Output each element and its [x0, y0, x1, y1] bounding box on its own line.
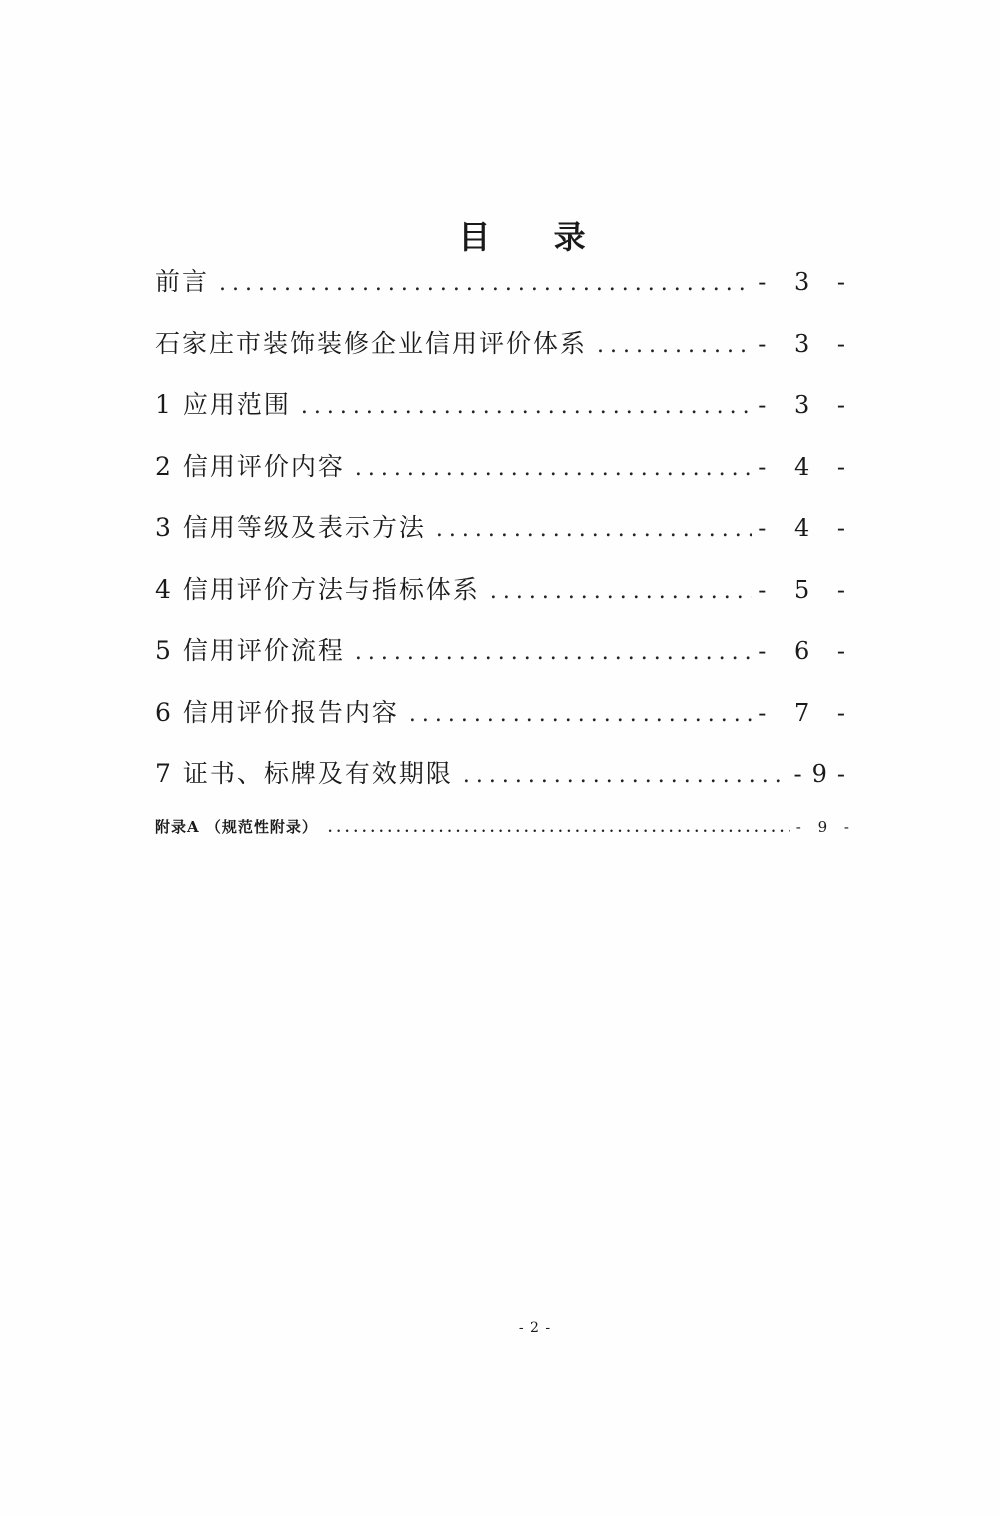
- toc-entry-4[interactable]: [155, 570, 855, 632]
- toc-entry-page: - 9 -: [795, 817, 855, 836]
- dot-leader: [301, 394, 752, 419]
- page-number: - 2 -: [518, 1320, 552, 1336]
- toc-entry-page: - 5 -: [758, 575, 855, 604]
- toc-entry-label: 5 信用评价流程: [155, 636, 345, 665]
- toc-entry-6[interactable]: [155, 693, 855, 755]
- toc-entry-label: 1 应用范围: [155, 390, 291, 419]
- toc-entry-label: 3 信用等级及表示方法: [155, 513, 426, 542]
- dot-leader: [597, 333, 752, 358]
- toc-entry-page: - 6 -: [758, 637, 855, 665]
- toc-entry-label: 附录A （规范性附录）: [155, 817, 318, 836]
- dot-leader: [328, 821, 790, 836]
- toc-entry-page: -9-: [793, 760, 855, 788]
- toc-entry-label: 6 信用评价报告内容: [155, 697, 399, 727]
- toc-entry-5[interactable]: [155, 631, 855, 693]
- toc-entry-label: 前言: [155, 267, 210, 296]
- toc-entry-1[interactable]: [155, 385, 855, 447]
- toc-entry-page: - 3 -: [758, 268, 855, 296]
- toc-entry-2[interactable]: [155, 447, 855, 509]
- toc-title: 目 录: [458, 218, 612, 256]
- toc-entry-page: - 3 -: [758, 391, 855, 419]
- dot-leader: [463, 763, 788, 788]
- dot-leader: [409, 702, 752, 727]
- toc-entry-page: - 3 -: [758, 329, 855, 358]
- dot-leader: [490, 579, 752, 604]
- toc-entry-page: - 4 -: [758, 452, 855, 481]
- toc-entry-system[interactable]: [155, 324, 855, 386]
- toc-entry-3[interactable]: [155, 508, 855, 570]
- toc-entry-label: 2 信用评价内容: [155, 451, 345, 481]
- table-of-contents: [155, 262, 855, 856]
- toc-entry-label: 4 信用评价方法与指标体系: [155, 574, 480, 604]
- toc-entry-appendix-a[interactable]: [155, 816, 855, 856]
- dot-leader: [219, 271, 752, 296]
- dot-leader: [436, 517, 752, 542]
- toc-entry-7[interactable]: [155, 754, 855, 816]
- toc-entry-preface[interactable]: [155, 262, 855, 324]
- dot-leader: [355, 640, 752, 665]
- toc-entry-label: 石家庄市装饰装修企业信用评价体系: [155, 328, 588, 358]
- toc-entry-page: - 7 -: [758, 698, 855, 727]
- toc-entry-label: 7 证书、标牌及有效期限: [155, 759, 453, 788]
- dot-leader: [355, 456, 752, 481]
- toc-entry-page: - 4 -: [758, 514, 855, 542]
